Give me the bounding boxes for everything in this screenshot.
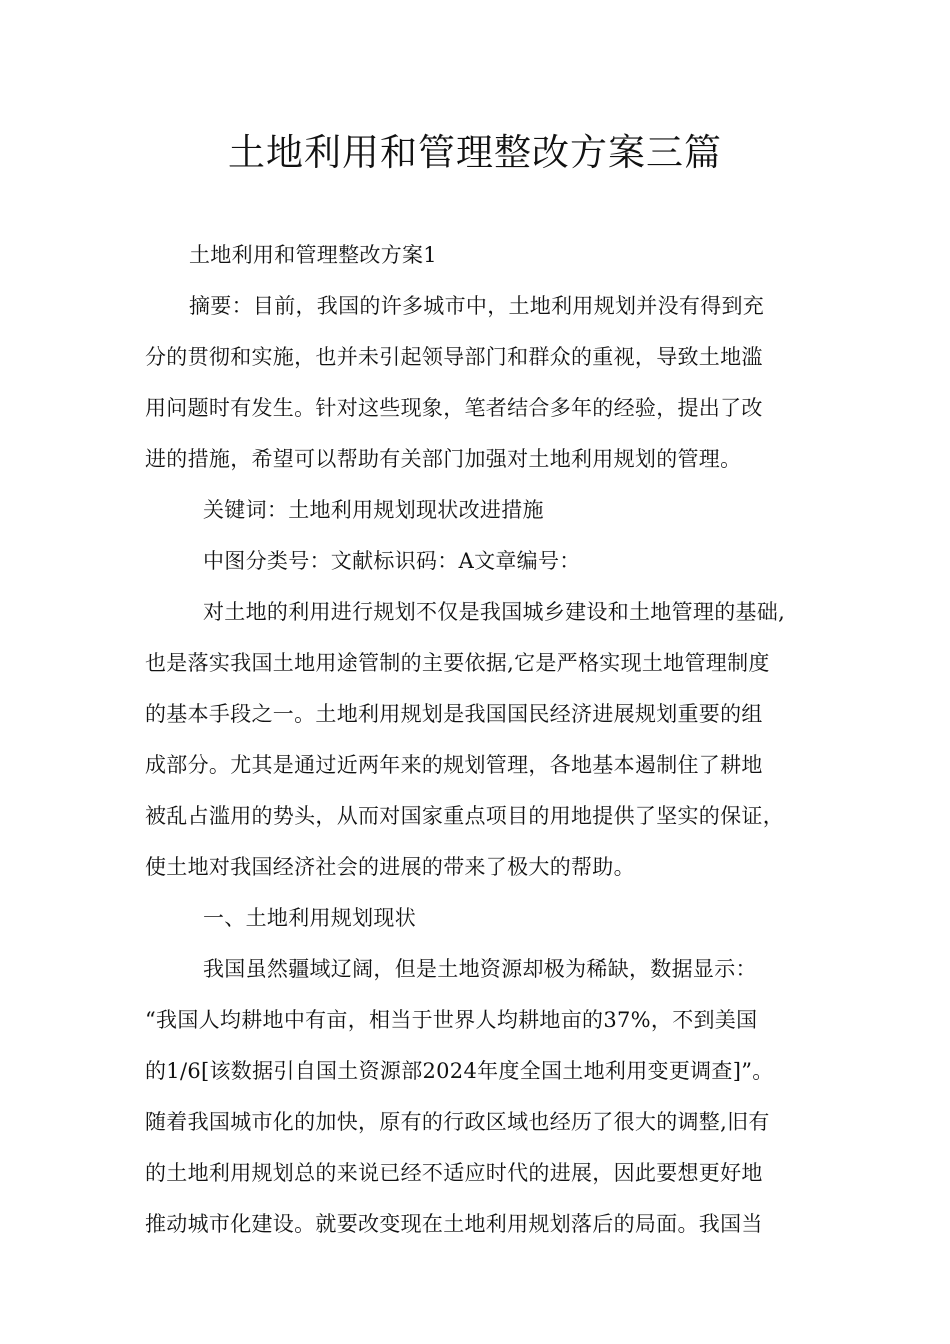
- status-line: “我国人均耕地中有亩，相当于世界人均耕地亩的37%，不到美国: [145, 1008, 758, 1032]
- section-heading: 土地利用和管理整改方案1: [189, 243, 437, 267]
- status-line: 推动城市化建设。就要改变现在土地利用规划落后的局面。我国当: [145, 1212, 763, 1236]
- abstract-line: 进的措施，希望可以帮助有关部门加强对土地利用规划的管理。: [145, 447, 742, 471]
- abstract-line: 用问题时有发生。针对这些现象，笔者结合多年的经验，提出了改: [145, 396, 763, 420]
- status-line: 我国虽然疆域辽阔，但是土地资源却极为稀缺，数据显示：: [203, 957, 757, 981]
- intro-line: 使土地对我国经济社会的进展的带来了极大的帮助。: [145, 855, 635, 879]
- intro-line: 成部分。尤其是通过近两年来的规划管理，各地基本遏制住了耕地: [145, 753, 763, 777]
- classification-line: 中图分类号：文献标识码：A文章编号：: [203, 549, 581, 573]
- intro-line: 也是落实我国土地用途管制的主要依据,它是严格实现土地管理制度: [145, 651, 770, 675]
- abstract-line: 分的贯彻和实施，也并未引起领导部门和群众的重视，导致土地滥: [145, 345, 763, 369]
- document-body: [145, 230, 807, 1250]
- intro-line: 被乱占滥用的势头，从而对国家重点项目的用地提供了坚实的保证，: [145, 804, 784, 828]
- keywords-line: 关键词：土地利用规划现状改进措施: [203, 498, 544, 522]
- intro-line: 的基本手段之一。土地利用规划是我国国民经济进展规划重要的组: [145, 702, 763, 726]
- status-paragraph: [145, 944, 807, 1250]
- abstract-line: 摘要：目前，我国的许多城市中，土地利用规划并没有得到充: [189, 294, 765, 318]
- intro-line: 对土地的利用进行规划不仅是我国城乡建设和土地管理的基础,: [203, 600, 786, 624]
- status-line: 的土地利用规划总的来说已经不适应时代的进展，因此要想更好地: [145, 1161, 763, 1185]
- status-line: 随着我国城市化的加快，原有的行政区域也经历了很大的调整,旧有: [145, 1110, 770, 1134]
- intro-paragraph: [145, 587, 807, 893]
- abstract-paragraph: [145, 281, 807, 485]
- document-title: 土地利用和管理整改方案三篇: [228, 131, 722, 174]
- status-line: 的1/6[该数据引自国土资源部2024年度全国土地利用变更调查]”。: [145, 1059, 774, 1083]
- subheading: 一、土地利用规划现状: [203, 906, 416, 930]
